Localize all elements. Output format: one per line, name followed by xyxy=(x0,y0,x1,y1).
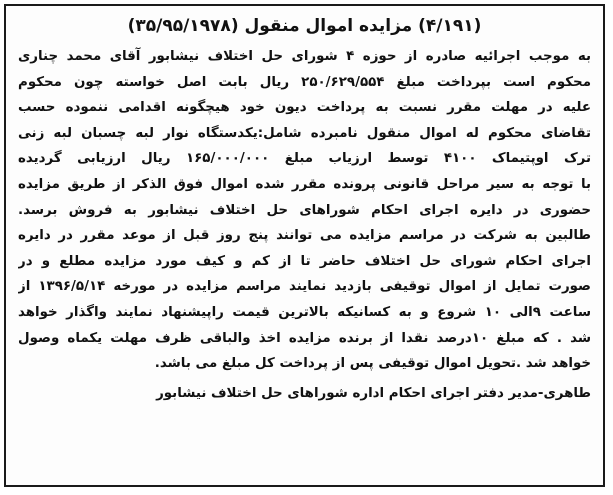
notice-line: خواهد شد .تحویل اموال توقیفی پس از پرداخت کل مبلغ می باشد. xyxy=(154,356,591,372)
notice-line: اجرای احکام شورای حل اختلاف حاضر تا از کم و کیف مورد مزایده مطلع و در xyxy=(18,253,591,269)
notice-line: محکوم است بپرداخت مبلغ ۲۵۰/۶۲۹/۵۵۴ ریال بابت اصل خواسته چون محکوم xyxy=(18,74,591,90)
notice-line: طالبین به شرکت در مراسم مزایده می توانند پنج روز قبل از موعد مقرر در دایره xyxy=(18,228,591,244)
notice-title: (۴/۱۹۱) مزایده اموال منقول (۳۵/۹۵/۱۹۷۸) xyxy=(127,16,482,36)
notice-line: تقاضای محکوم له اموال منقول نامبرده شامل:یکدستگاه نوار لبه چسبان لبه زنی xyxy=(18,125,591,141)
notice-line: ترک اوپتیماک ۴۱۰۰ توسط ارزیاب مبلغ ۱۶۵/۰۰۰/۰۰۰ ریال ارزیابی گردیده xyxy=(18,151,591,167)
notice-line: به موجب اجرائیه صادره از حوزه ۴ شورای حل اختلاف نیشابور آقای محمد چناری xyxy=(18,49,591,64)
auction-notice xyxy=(4,4,605,487)
notice-signature: طاهری-مدیر دفتر اجرای احکام اداره شوراهای حل اختلاف نیشابور xyxy=(156,385,591,401)
notice-body xyxy=(18,44,591,377)
notice-line: ساعت ۹الی ۱۰ شروع و به کسانیکه بالاترین قیمت راپیشنهاد نمایند واگذار خواهد xyxy=(18,304,591,320)
notice-line: صورت تمایل از اموال توقیفی بازدید نمایند مراسم مزایده در مورخه ۱۳۹۶/۵/۱۴ از xyxy=(18,279,591,295)
notice-line: با توجه به سیر مراحل قانونی پرونده مقرر شده اموال فوق الذکر از طریق مزایده xyxy=(18,176,591,192)
notice-line: شد . که مبلغ ۱۰درصد نقدا از برنده مزایده اخذ والباقی ظرف مهلت یکماه وصول xyxy=(18,330,591,346)
notice-line: حضوری در دایره اجرای احکام شوراهای حل اختلاف نیشابور به فروش برسد. xyxy=(18,202,591,218)
notice-line: علیه در مهلت مقرر نسبت به پرداخت دیون خود هیچگونه اقدامی ننموده حسب xyxy=(18,100,591,116)
